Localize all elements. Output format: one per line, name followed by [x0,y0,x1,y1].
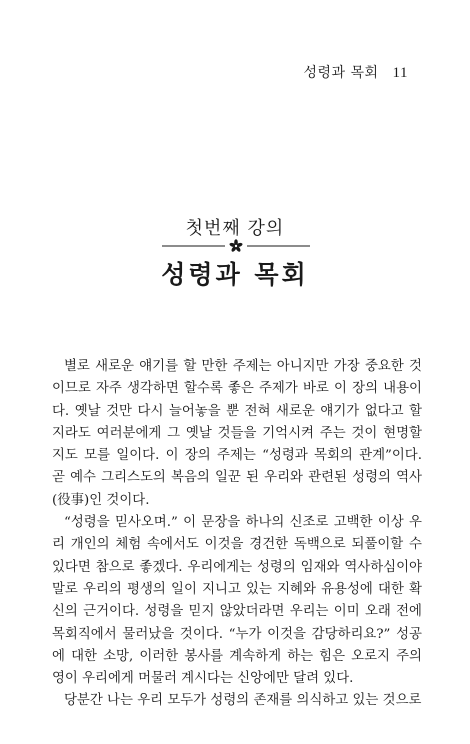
chapter-title: 성령과 목회 [161,260,309,289]
chapter-label: 첫번째 강의 [185,218,285,239]
paragraph-text: 별로 새로운 얘기를 할 만한 주제는 아니지만 가장 중요한 것이므로 자주 생각하면 할수록 좋은 주제가 바로 이 장의 내용이다. 옛날 것만 다시 늘어놓을 뿐 전혀 새로운 얘기가 없다고 할지라도 여러분에게 그 옛날 것들을 기억시켜 주는 것이 현명할지도 모를 일이다. 이 장의 주제는 “성령과 목회의 관계”이다. 곧 예수 그리스도의 복음의 일꾼 된 우리와 관련된 성령의 역사(役事)인 것이다. [52,359,422,508]
flower-icon [229,239,243,252]
running-header [303,62,408,82]
paragraph [52,356,422,512]
paragraph [52,512,422,690]
page-number: 11 [392,65,408,81]
paragraph [52,690,422,712]
running-header-title: 성령과 목회 [303,65,379,81]
paragraph-text: 당분간 나는 우리 모두가 성령의 존재를 의식하고 있는 것으로 [64,693,422,709]
ornament-divider [162,238,310,254]
body-text [52,356,422,713]
paragraph-text: “성령을 믿사오며.” 이 문장을 하나의 신조로 고백한 이상 우리 개인의 체험 속에서도 이것을 경건한 독백으로 되풀이할 수 있다면 참으로 좋겠다. 우리에게는 성령의 임재와 역사하심이야말로 우리의 평생의 일이 지니고 있는 지혜와 유용성에 대한 확신의 근거이다. 성령을 믿지 않았더라면 우리는 이미 오래 전에 목회직에서 물러났을 것이다. “누가 이것을 감당하리요?” 성공에 대한 소망, 이러한 봉사를 계속하게 하는 힘은 오로지 주의 영이 우리에게 머물러 계시다는 신앙에만 달려 있다. [52,515,422,687]
